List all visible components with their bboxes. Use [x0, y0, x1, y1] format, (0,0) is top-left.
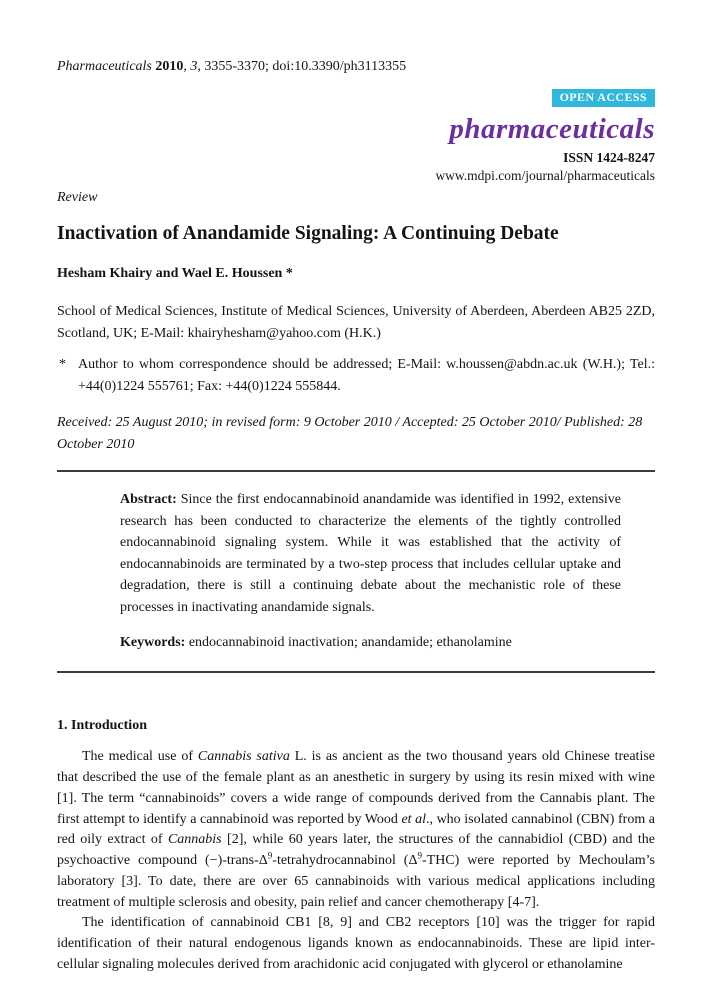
abstract-section — [120, 489, 621, 618]
article-type-label: Review — [57, 190, 98, 205]
journal-url: www.mdpi.com/journal/pharmaceuticals — [435, 168, 655, 183]
correspondence-text: Author to whom correspondence should be addressed; E-Mail: w.houssen@abdn.ac.uk (W.H.); Tel.: +44(0)1224 555761; Fax: +44(0)1224 555844. — [78, 357, 655, 394]
article-history-dates: Received: 25 August 2010; in revised form: 9 October 2010 / Accepted: 25 October 2010/ Published: 28 October 2010 — [57, 415, 643, 452]
open-access-badge: OPEN ACCESS — [552, 89, 655, 107]
abstract-label: Abstract: — [120, 492, 177, 507]
journal-masthead — [57, 89, 655, 185]
journal-citation-line: Pharmaceuticals 2010, 3, 3355-3370; doi:10.3390/ph3113355 — [57, 59, 407, 74]
article-title: Inactivation of Anandamide Signaling: A Continuing Debate — [57, 223, 559, 244]
abstract-top-rule — [57, 470, 655, 472]
author-names: Hesham Khairy and Wael E. Houssen * — [57, 266, 293, 281]
affiliation-text: School of Medical Sciences, Institute of Medical Sciences, University of Aberdeen, Aberdeen AB25 2ZD, Scotland, UK; E-Mail: khairyhesham@yahoo.com (H.K.) — [57, 304, 655, 341]
keywords-text: endocannabinoid inactivation; anandamide; ethanolamine — [185, 635, 512, 650]
introduction-paragraph-2: The identification of cannabinoid CB1 [8, 9] and CB2 receptors [10] was the trigger for rapid identification of their natural endogenous ligands known as endocannabinoids. These are lipid inter-cellular signaling molecules derived from arachidonic acid conjugated with glycerol or ethanolamine — [57, 915, 655, 973]
journal-logo: pharmaceuticals — [449, 113, 655, 145]
abstract-text: Since the first endocannabinoid anandamide was identified in 1992, extensive research has been conducted to characterize the elements of the tightly controlled endocannabinoid signaling system. While it was established that the activity of endocannabinoids are terminated by a two-step process that includes cellular uptake and degradation, there is still a continuing debate about the mechanistic role of these processes in inactivating anandamide signals. — [120, 492, 621, 615]
keywords-section — [120, 632, 621, 654]
abstract-bottom-rule — [57, 671, 655, 673]
issn-number: ISSN 1424-8247 — [563, 150, 655, 165]
correspondence-asterisk: * — [59, 357, 66, 372]
keywords-label: Keywords: — [120, 635, 186, 650]
introduction-paragraph-1: The medical use of Cannabis sativa L. is as ancient as the two thousand years old Chinese treatise that described the use of the female plant as an anesthetic in surgery by using its resin mixed with wine [1]. The term “cannabinoids” covers a wide range of compounds derived from the Cannabis plant. The first attempt to identify a cannabinoid was reported by Wood et al., who isolated cannabinol (CBN) from a red oily extract of Cannabis [2], while 60 years later, the structures of the cannabidiol (CBD) and the psychoactive compound $(-)-trans-\Delta^9$-tetrahydrocannabinol $(\Delta^9-THC)$ were reported by Mechoulam’s laboratory [3]. To date, there are over 65 cannabinoids with various medical applications including treatment of multiple sclerosis and obesity, pain relief and cancer chemotherapy [4-7]. — [57, 749, 656, 910]
section-heading-introduction: 1. Introduction — [57, 717, 147, 733]
correspondence-note — [57, 354, 655, 398]
